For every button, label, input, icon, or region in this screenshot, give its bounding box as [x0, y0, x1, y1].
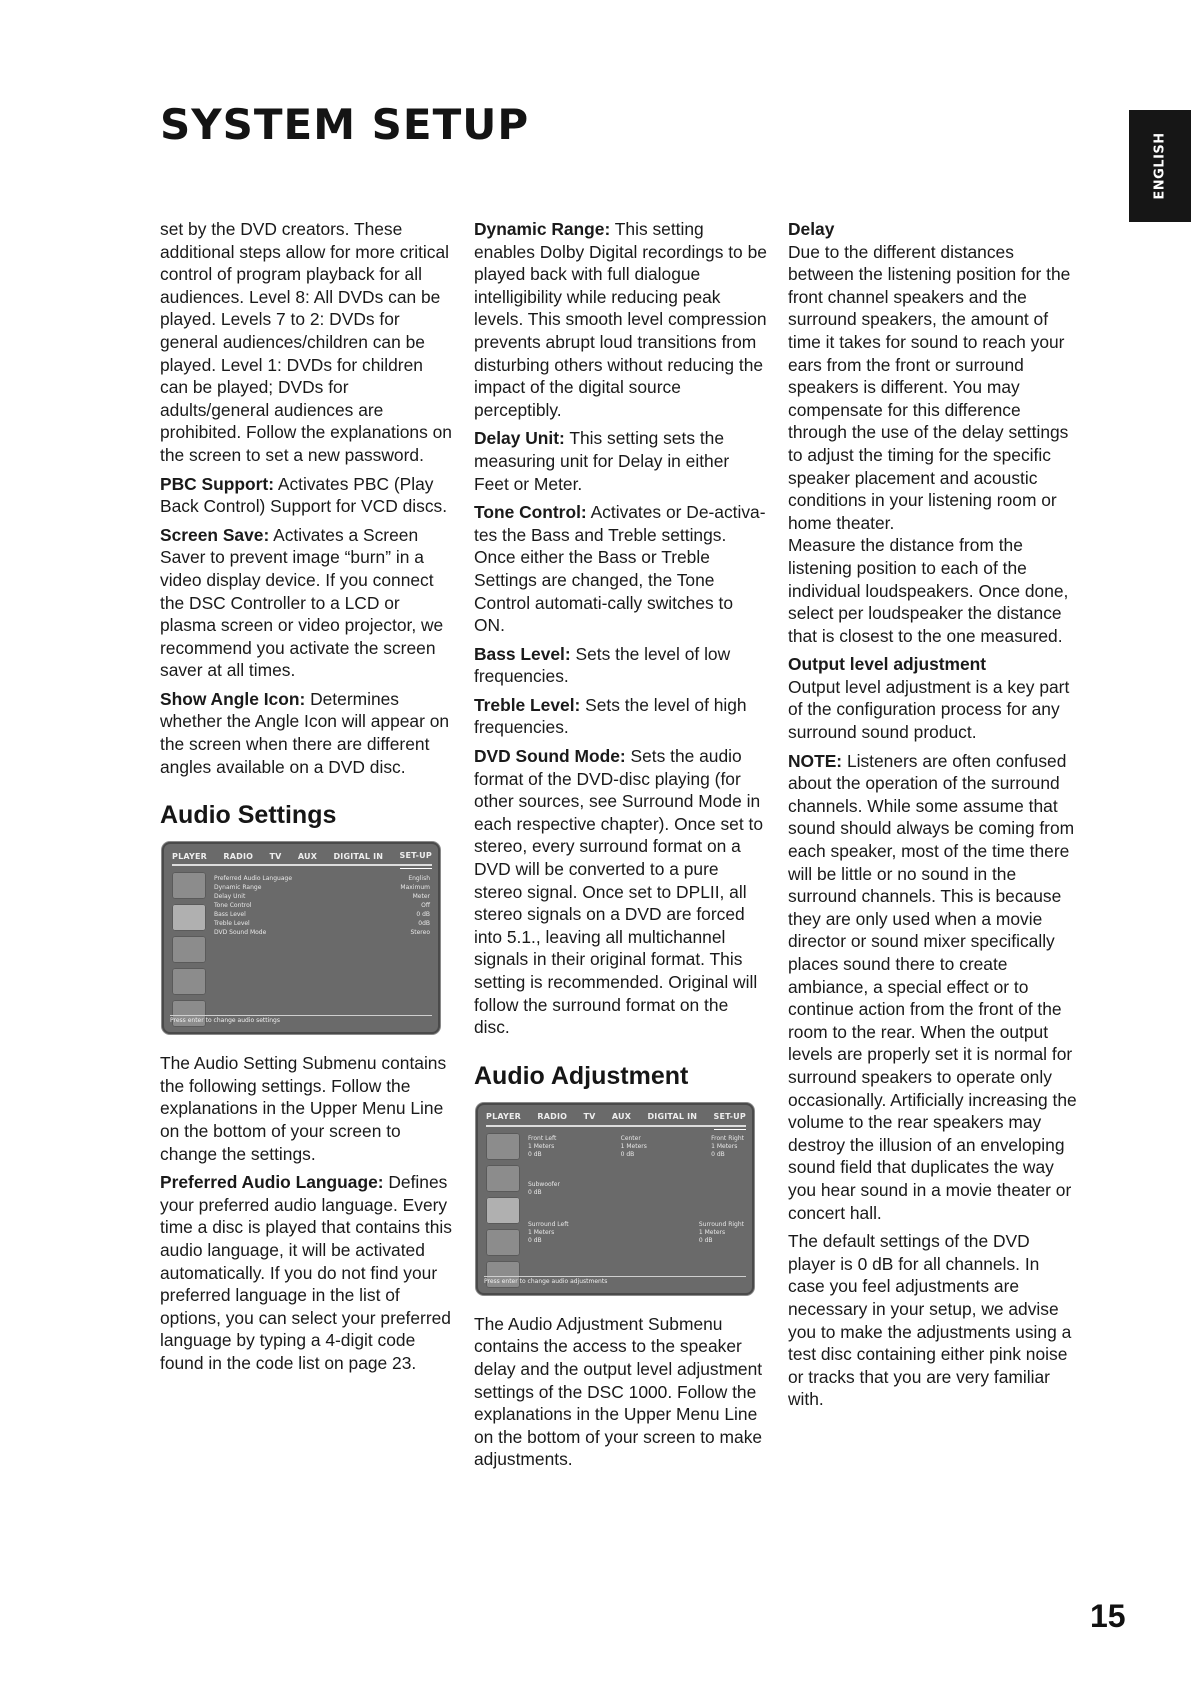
screen-save-term: Screen Save:: [160, 524, 270, 545]
delay-heading: Delay: [788, 219, 835, 239]
tone-control-term: Tone Control:: [474, 502, 587, 523]
screen1-tab-player: PLAYER: [172, 851, 208, 861]
screen1-side-icons: [172, 872, 206, 1032]
page-number: 15: [1090, 1598, 1126, 1634]
audio-adjustment-heading: Audio Adjustment: [474, 1061, 689, 1090]
system-icon: [486, 1133, 520, 1160]
surround-right-cell: Surround Right 1 Meters 0 dB: [698, 1220, 744, 1244]
column-1: [160, 218, 452, 1381]
subwoofer-cell: Subwoofer 0 dB: [528, 1180, 560, 1196]
output-level-paragraph: Output level adjustment is a key part of the configuration process for any surround sound product.: [788, 676, 1070, 743]
treble-level-text: Sets the level of high frequencies.: [474, 694, 747, 738]
bass-level-term: Bass Level:: [474, 643, 571, 664]
treble-level-term: Treble Level:: [474, 694, 581, 715]
surround-speakers-row: [528, 1221, 744, 1245]
delay-unit-term: Delay Unit:: [474, 428, 565, 449]
language-tab-label: ENGLISH: [1152, 132, 1168, 200]
bass-level-text: Sets the level of low frequencies.: [474, 643, 731, 687]
treble-level-paragraph: [474, 694, 768, 739]
system-icon: [172, 872, 206, 899]
video-icon: [486, 1197, 520, 1224]
parental-text: set by the DVD creators. These additional steps allow for more critical control of program playback for all audiences. Level 8: All DVDs can be played. Levels 7 to 2: DVDs for general audiences/children can be played. Level 1: DVDs for children can be played; DVDs for adults/general audiences are prohibited. Follow the explanations on the screen to set a new password.: [160, 219, 452, 465]
audio-icon: [486, 1165, 520, 1192]
pbc-support-paragraph: [160, 473, 452, 518]
screen2-tab-player: PLAYER: [486, 1112, 522, 1122]
screen2-side-icons: [486, 1133, 520, 1293]
delay-paragraph-2: Measure the distance from the listening position to each of the individual loudspeakers. Once done, select per loudspeaker the distance that is closest to the one measured.: [788, 535, 1069, 646]
subwoofer-row: [528, 1181, 744, 1197]
preferred-audio-term: Preferred Audio Language:: [160, 1172, 384, 1193]
delay-paragraph-1: Due to the different distances between the listening position for the front channel speakers and the surround speakers, the amount of time it takes for sound to reach your ears from the front or surround speakers is different. You may compensate for this difference through the use of the delay settings to adjust the timing for the specific speaker placement and acoustic conditions in your listening room or home theater.: [788, 241, 1071, 533]
preferred-audio-paragraph: [160, 1171, 452, 1374]
dvd-sound-mode-paragraph: [474, 745, 768, 1039]
speaker-icon: [486, 1229, 520, 1256]
audio-settings-screenshot: [162, 842, 440, 1034]
dynamic-range-paragraph: [474, 218, 768, 421]
setting-row: Bass Level 0 dB: [214, 911, 430, 919]
setting-row: Delay Unit Meter: [214, 893, 430, 901]
screen1-tab-radio: RADIO: [223, 851, 254, 861]
speaker-icon: [172, 968, 206, 995]
dynamic-range-text: This setting enables Dolby Digital recordings to be played back with full dialogue intelligibility while reducing peak levels. This smooth level compression prevents abrupt loud transitions from disturbing others without reducing the impact of the digital source perceptibly.: [474, 219, 767, 420]
pbc-term: PBC Support:: [160, 473, 274, 494]
adjustment-text: The Audio Adjustment Submenu contains the access to the speaker delay and the output level adjustment settings of the DSC 1000. Follow the explanations in the Upper Menu Line on the bottom of your screen to make adjustments.: [474, 1313, 763, 1470]
note-text: Listeners are often confused about the operation of the surround channels. While some assume that sound should always be coming from each speaker, most of the time there will be little or no sound in the surround channels. This is because they are only used when a movie director or sound mixer specifically places sound there to create ambiance, a special effect or to continue action from the front of the room to the rear. When the output levels are properly set it is normal for surround speakers to operate only occasionally. Artificially increasing the volume to the rear speakers may destroy the illusion of an enveloping sound field that duplicates the way you hear sound in a movie theater or concert hall.: [788, 750, 1077, 1223]
screen2-menubar: [486, 1111, 746, 1127]
surround-left-cell: Surround Left 1 Meters 0 dB: [528, 1220, 569, 1244]
screen2-tab-digital-in: DIGITAL IN: [647, 1112, 698, 1122]
language-tab: [1129, 110, 1191, 222]
screen1-menubar: [172, 850, 432, 866]
screen2-tab-tv: TV: [583, 1112, 596, 1122]
delay-unit-paragraph: [474, 427, 768, 495]
setting-row: Dynamic Range Maximum: [214, 884, 430, 892]
setting-row: Treble Level 0dB: [214, 920, 430, 928]
screen1-settings-list: [214, 874, 430, 937]
center-cell: Center 1 Meters 0 dB: [620, 1134, 647, 1158]
output-level-heading: Output level adjustment: [788, 654, 987, 675]
setting-row: Tone Control Off: [214, 902, 430, 910]
front-speakers-row: [528, 1135, 744, 1159]
screen-save-text: Activates a Screen Saver to prevent image “burn” in a video display device. If you connect the DSC Controller to a LCD or plasma screen or video projector, we recommend you activate the screen saver at all times.: [160, 524, 444, 681]
screen1-tab-digital-in: DIGITAL IN: [333, 851, 384, 861]
screen1-footer: Press enter to change audio settings: [170, 1015, 432, 1026]
dvd-sound-mode-term: DVD Sound Mode:: [474, 746, 626, 767]
audio-settings-heading: Audio Settings: [160, 801, 337, 830]
setting-row: Preferred Audio Language English: [214, 875, 430, 883]
show-angle-paragraph: [160, 688, 452, 778]
screen2-tab-aux: AUX: [611, 1112, 632, 1122]
default-settings-paragraph: The default settings of the DVD player is 0 dB for all channels. In case you feel adjustments are necessary in your setup, we advise you to make the adjustments using a test disc containing either pink noise or tracks that you are very familiar with.: [788, 1231, 1072, 1410]
screen1-tab-tv: TV: [269, 851, 282, 861]
column-3: [788, 218, 1080, 1417]
video-icon: [172, 936, 206, 963]
delay-unit-text: This setting sets the measuring unit for Delay in either Feet or Meter.: [474, 428, 730, 494]
tone-control-text: Activates or De-activa-tes the Bass and Treble settings. Once either the Bass or Treble Settings are changed, the Tone Control automati-cally switches to ON.: [474, 502, 766, 636]
pbc-text: Activates PBC (Play Back Control) Support for VCD discs.: [160, 473, 448, 517]
screen1-tab-aux: AUX: [297, 851, 318, 861]
dynamic-range-term: Dynamic Range:: [474, 219, 611, 239]
page-title: SYSTEM SETUP: [160, 100, 530, 149]
column-2: [474, 218, 768, 1477]
screen2-tab-radio: RADIO: [537, 1112, 568, 1122]
screen1-tab-setup: SET-UP: [400, 845, 432, 869]
note-term: NOTE:: [788, 750, 843, 771]
preferred-audio-text: Defines your preferred audio language. Every time a disc is played that contains this audio language, it will be activated automatically. If you do not find your preferred language in the list of options, you can select your preferred language by typing a 4-digit code found in the code list on page 23.: [160, 1172, 452, 1373]
audio-icon: [172, 904, 206, 931]
show-angle-term: Show Angle Icon:: [160, 688, 306, 709]
show-angle-text: Determines whether the Angle Icon will appear on the screen when there are different angles available on a DVD disc.: [160, 688, 450, 777]
screen2-tab-setup: SET-UP: [714, 1106, 746, 1130]
bass-level-paragraph: [474, 643, 768, 688]
front-left-cell: Front Left 1 Meters 0 dB: [528, 1134, 557, 1158]
note-paragraph: [788, 750, 1080, 1224]
screen2-footer: Press enter to change audio adjustments: [484, 1276, 746, 1287]
front-right-cell: Front Right 1 Meters 0 dB: [711, 1134, 744, 1158]
screen-save-paragraph: [160, 524, 452, 682]
submenu-text: The Audio Setting Submenu contains the following settings. Follow the explanations in the Upper Menu Line on the bottom of your screen to change the settings.: [160, 1053, 447, 1164]
tone-control-paragraph: [474, 501, 768, 637]
audio-adjustment-screenshot: [476, 1103, 754, 1295]
setting-row: DVD Sound Mode Stereo: [214, 929, 430, 937]
dvd-sound-mode-text: Sets the audio format of the DVD-disc playing (for other sources, see Surround Mode in each respective chapter). Once set to stereo, every surround format on a DVD will be converted to a pure stereo signal. Once set to DPLII, all stereo signals on a DVD are forced into 5.1., leaving all multichannel signals in their original format. This setting is recommended. Original will follow the surround format on the disc.: [474, 746, 764, 1038]
